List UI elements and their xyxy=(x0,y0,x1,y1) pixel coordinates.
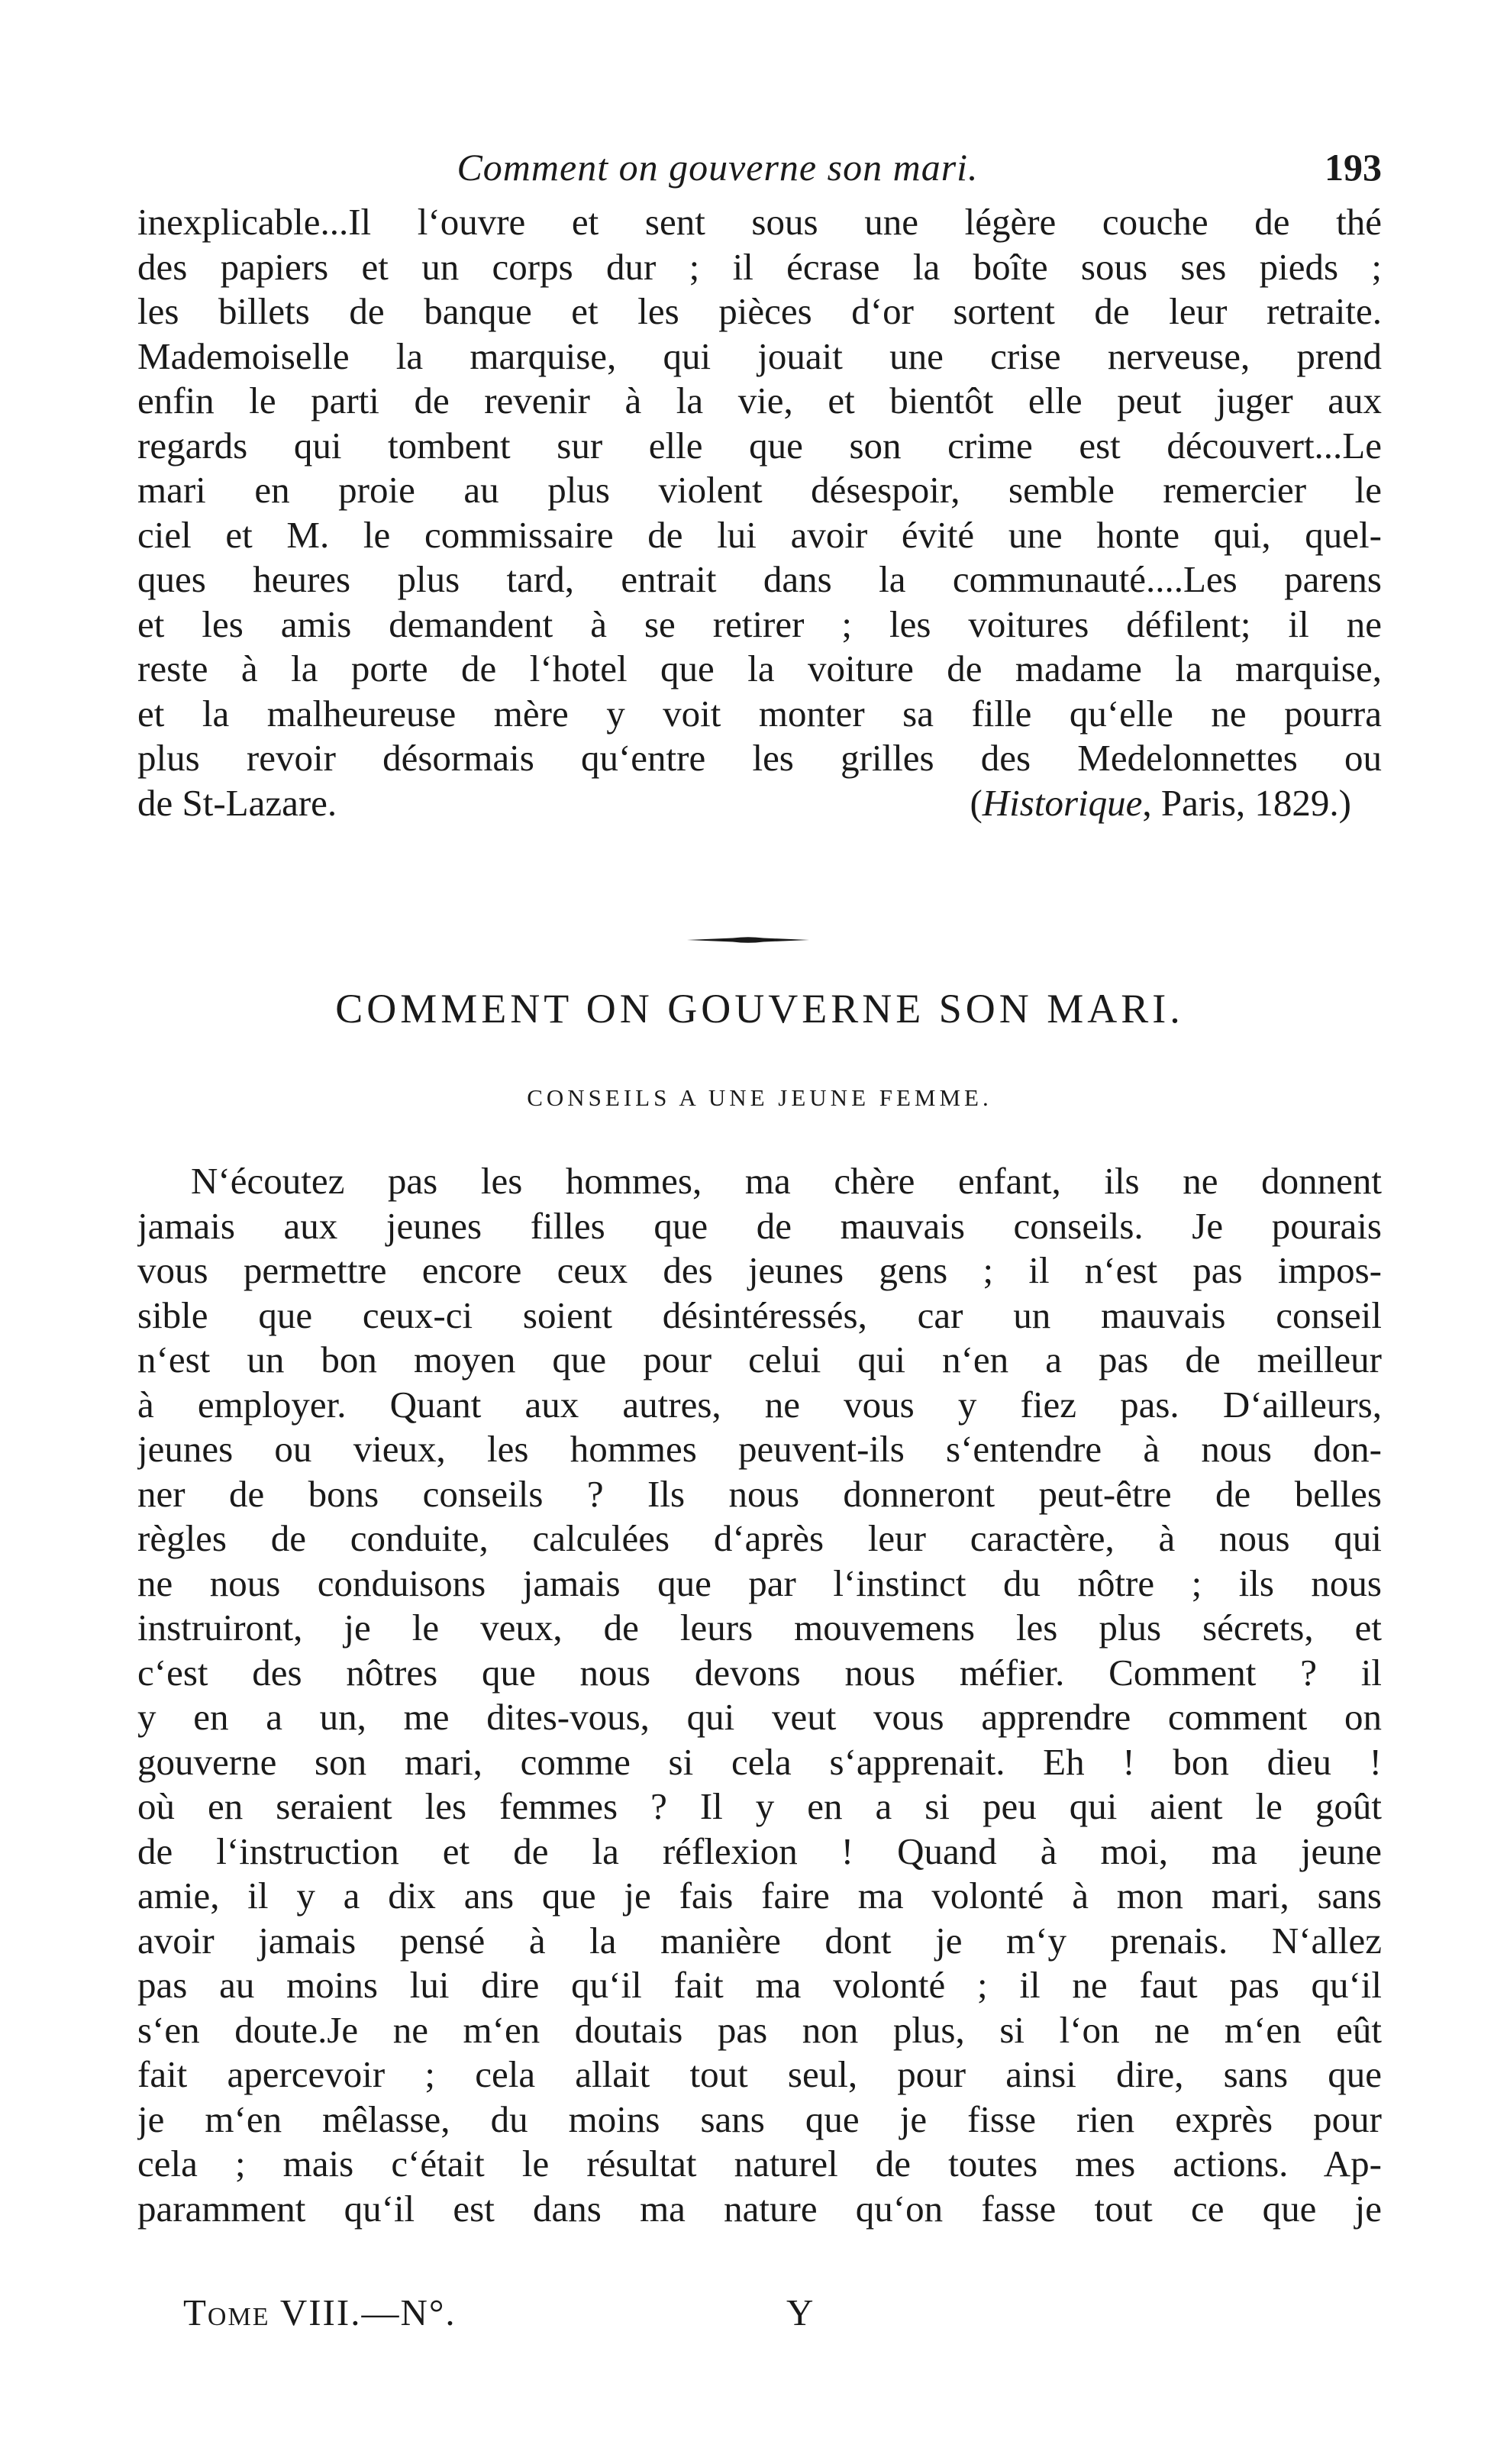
text-line: où en seraient les femmes ? Il y en a si peu qui aient le goût xyxy=(137,1785,1382,1827)
section-divider xyxy=(687,936,809,944)
text-line: avoir jamais pensé à la manière dont je m‘y prenais. N‘allez xyxy=(137,1919,1382,1962)
preceding-text-block xyxy=(137,200,1382,825)
text-line: s‘en doute.Je ne m‘en doutais pas non plus, si l‘on ne m‘en eût xyxy=(137,2008,1382,2051)
text-line: de St-Lazare. xyxy=(137,781,337,824)
section-subtitle: CONSEILS A UNE JEUNE FEMME. xyxy=(527,1084,992,1111)
signature-mark: Y xyxy=(786,2291,814,2333)
text-line: des papiers et un corps dur ; il écrase la boîte sous ses pieds ; xyxy=(137,245,1382,288)
text-line: enfin le parti de revenir à la vie, et bientôt elle peut juger aux xyxy=(137,379,1382,421)
text-line: ciel et M. le commissaire de lui avoir évité une honte qui, quel- xyxy=(137,513,1382,556)
text-line: fait apercevoir ; cela allait tout seul, pour ainsi dire, sans que xyxy=(137,2053,1382,2095)
citation xyxy=(970,781,1382,826)
text-line: jamais aux jeunes filles que de mauvais conseils. Je pourais xyxy=(137,1204,1382,1247)
text-line: à employer. Quant aux autres, ne vous y fiez pas. D‘ailleurs, xyxy=(137,1383,1382,1426)
text-line: N‘écoutez pas les hommes, ma chère enfant, ils ne donnent xyxy=(191,1160,1382,1202)
text-line: amie, il y a dix ans que je fais faire ma volonté à mon mari, sans xyxy=(137,1875,1382,1917)
page-number: 193 xyxy=(1325,146,1382,189)
text-line: pas au moins lui dire qu‘il fait ma volonté ; il ne faut pas qu‘il xyxy=(137,1964,1382,2006)
running-title: Comment on gouverne son mari. xyxy=(457,146,979,189)
text-line: sible que ceux-ci soient désintéressés, car un mauvais conseil xyxy=(137,1293,1382,1336)
text-line: je m‘en mêlasse, du moins sans que je fisse rien exprès pour xyxy=(137,2097,1382,2140)
text-line: gouverne son mari, comme si cela s‘apprenait. Eh ! bon dieu ! xyxy=(137,1740,1382,1783)
text-line: ner de bons conseils ? Ils nous donneront peut-être de belles xyxy=(137,1472,1382,1515)
section-title: COMMENT ON GOUVERNE SON MARI. xyxy=(335,986,1184,1032)
page-footer xyxy=(153,2291,1145,2336)
text-line: ne nous conduisons jamais que par l‘instinct du nôtre ; ils nous xyxy=(137,1561,1382,1604)
citation-open: ( xyxy=(970,781,983,824)
text-line: jeunes ou vieux, les hommes peuvent-ils s‘entendre à nous don- xyxy=(137,1428,1382,1470)
citation-rest: , Paris, 1829.) xyxy=(1142,781,1351,824)
text-line: et les amis demandent à se retirer ; les voitures défilent; il ne xyxy=(137,602,1382,645)
text-line: regards qui tombent sur elle que son crime est découvert...Le xyxy=(137,424,1382,467)
text-line: règles de conduite, calculées d‘après leur caractère, à nous qui xyxy=(137,1517,1382,1559)
text-line: inexplicable...Il l‘ouvre et sent sous une légère couche de thé xyxy=(137,201,1382,243)
text-line: paramment qu‘il est dans ma nature qu‘on fasse tout ce que je xyxy=(137,2187,1382,2230)
text-line: y en a un, me dites-vous, qui veut vous apprendre comment on xyxy=(137,1696,1382,1738)
text-line: cela ; mais c‘était le résultat naturel de toutes mes actions. Ap- xyxy=(137,2143,1382,2185)
text-line: reste à la porte de l‘hotel que la voiture de madame la marquise, xyxy=(137,647,1382,689)
text-line: de l‘instruction et de la réflexion ! Quand à moi, ma jeune xyxy=(137,1829,1382,1872)
running-head xyxy=(137,145,1382,191)
text-line: instruiront, je le veux, de leurs mouvemens les plus sécrets, et xyxy=(137,1607,1382,1649)
text-line: mari en proie au plus violent désespoir, semble remercier le xyxy=(137,469,1382,511)
text-line: les billets de banque et les pièces d‘or sortent de leur retraite. xyxy=(137,290,1382,332)
text-line: et la malheureuse mère y voit monter sa fille qu‘elle ne pourra xyxy=(137,692,1382,735)
text-line: vous permettre encore ceux des jeunes gens ; il n‘est pas impos- xyxy=(137,1249,1382,1291)
text-line: ques heures plus tard, entrait dans la communauté....Les parens xyxy=(137,558,1382,600)
text-line: c‘est des nôtres que nous devons nous méfier. Comment ? il xyxy=(137,1651,1382,1694)
text-line: plus revoir désormais qu‘entre les grilles des Medelonnettes ou xyxy=(137,737,1382,779)
text-line: Mademoiselle la marquise, qui jouait une crise nerveuse, prend xyxy=(137,334,1382,377)
text-line: n‘est un bon moyen que pour celui qui n‘en a pas de meilleur xyxy=(137,1339,1382,1381)
citation-line xyxy=(137,781,1382,826)
main-text-block xyxy=(137,1159,1382,2231)
citation-source: Historique xyxy=(982,781,1143,824)
volume-number: Tome VIII.—N°. xyxy=(183,2291,457,2333)
